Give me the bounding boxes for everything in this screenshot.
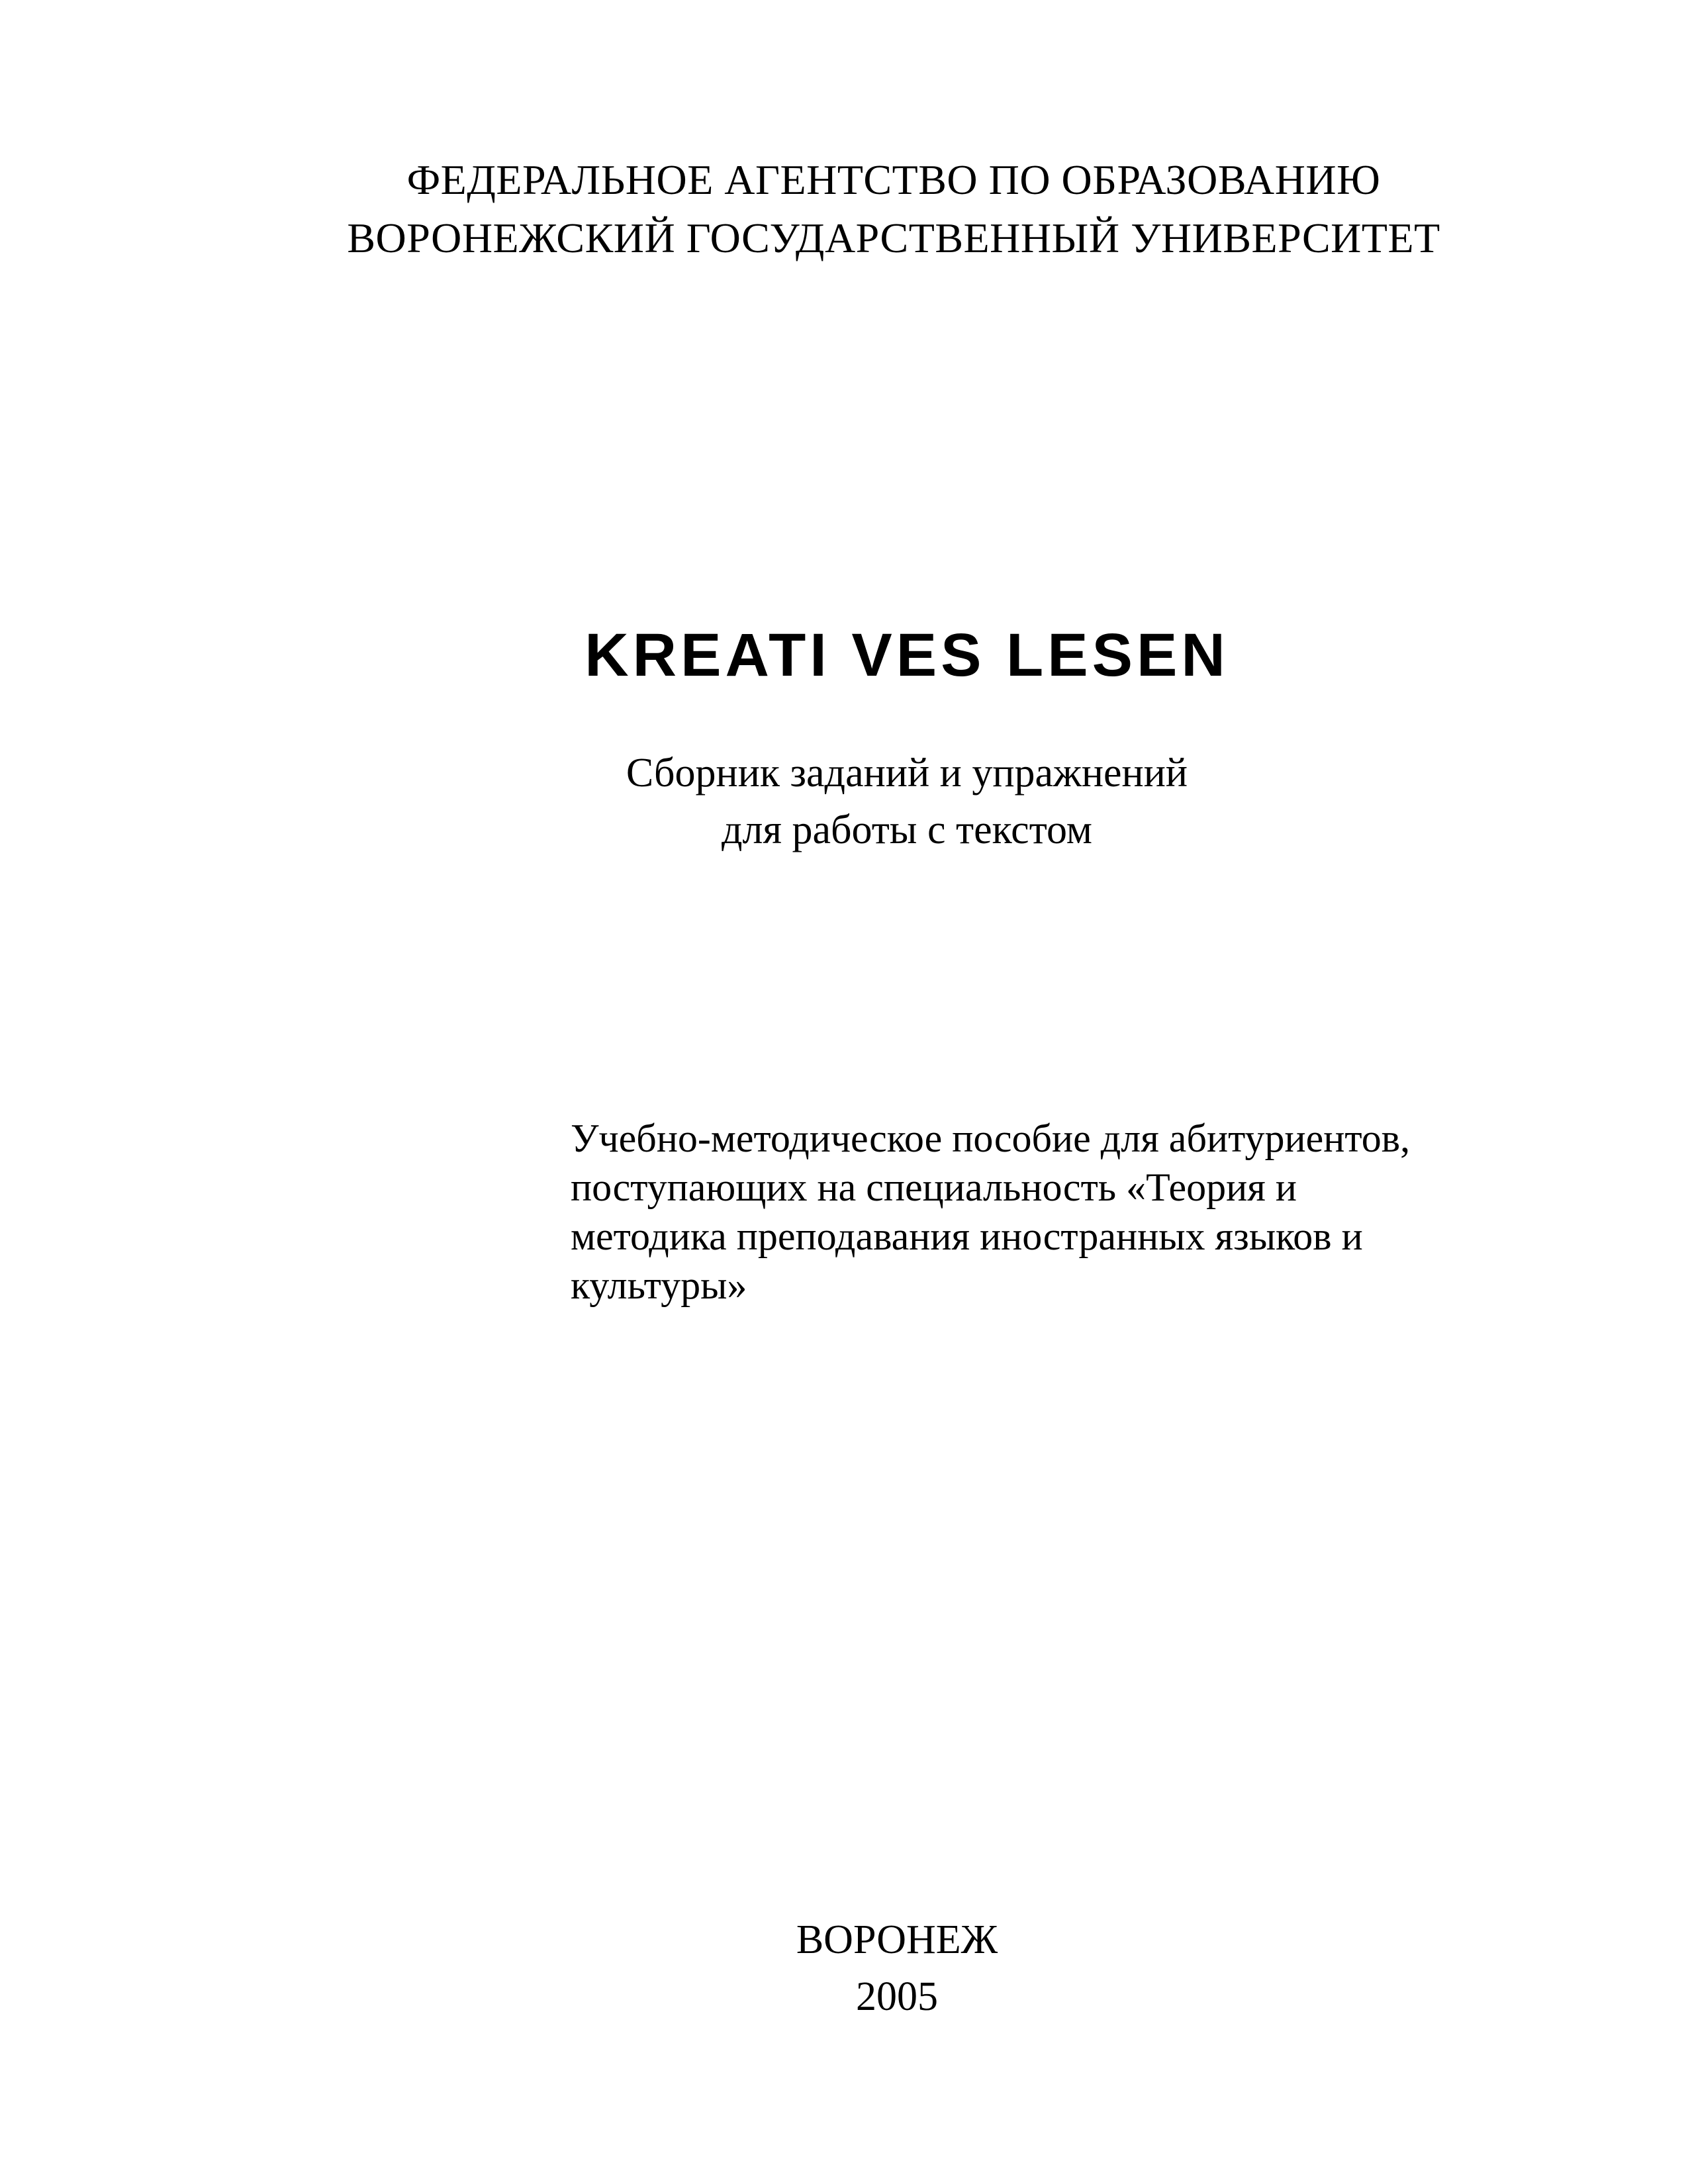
subtitle-line-2: для работы с текстом (721, 807, 1093, 852)
imprint-year: 2005 (856, 1974, 938, 2019)
annotation-line-3: методика преподавания иностранных языков и (571, 1214, 1363, 1258)
document-subtitle (0, 745, 1688, 858)
imprint-city: ВОРОНЕЖ (796, 1917, 998, 1962)
annotation-line-4: культуры» (571, 1263, 747, 1307)
institution-header (0, 151, 1688, 267)
document-annotation (571, 1114, 1497, 1310)
agency-name: ФЕДЕРАЛЬНОЕ АГЕНТСТВО ПО ОБРАЗОВАНИЮ (406, 156, 1381, 203)
annotation-line-2: поступающих на специальность «Теория и (571, 1165, 1297, 1209)
subtitle-line-1: Сборник заданий и упражнений (626, 751, 1188, 796)
document-title: KREATI VES LESEN (585, 621, 1229, 689)
annotation-line-1: Учебно-методическое пособие для абитуриентов, (571, 1116, 1411, 1160)
university-name: ВОРОНЕЖСКИЙ ГОСУДАРСТВЕННЫЙ УНИВЕРСИТЕТ (347, 214, 1440, 261)
imprint (0, 1911, 1688, 2025)
